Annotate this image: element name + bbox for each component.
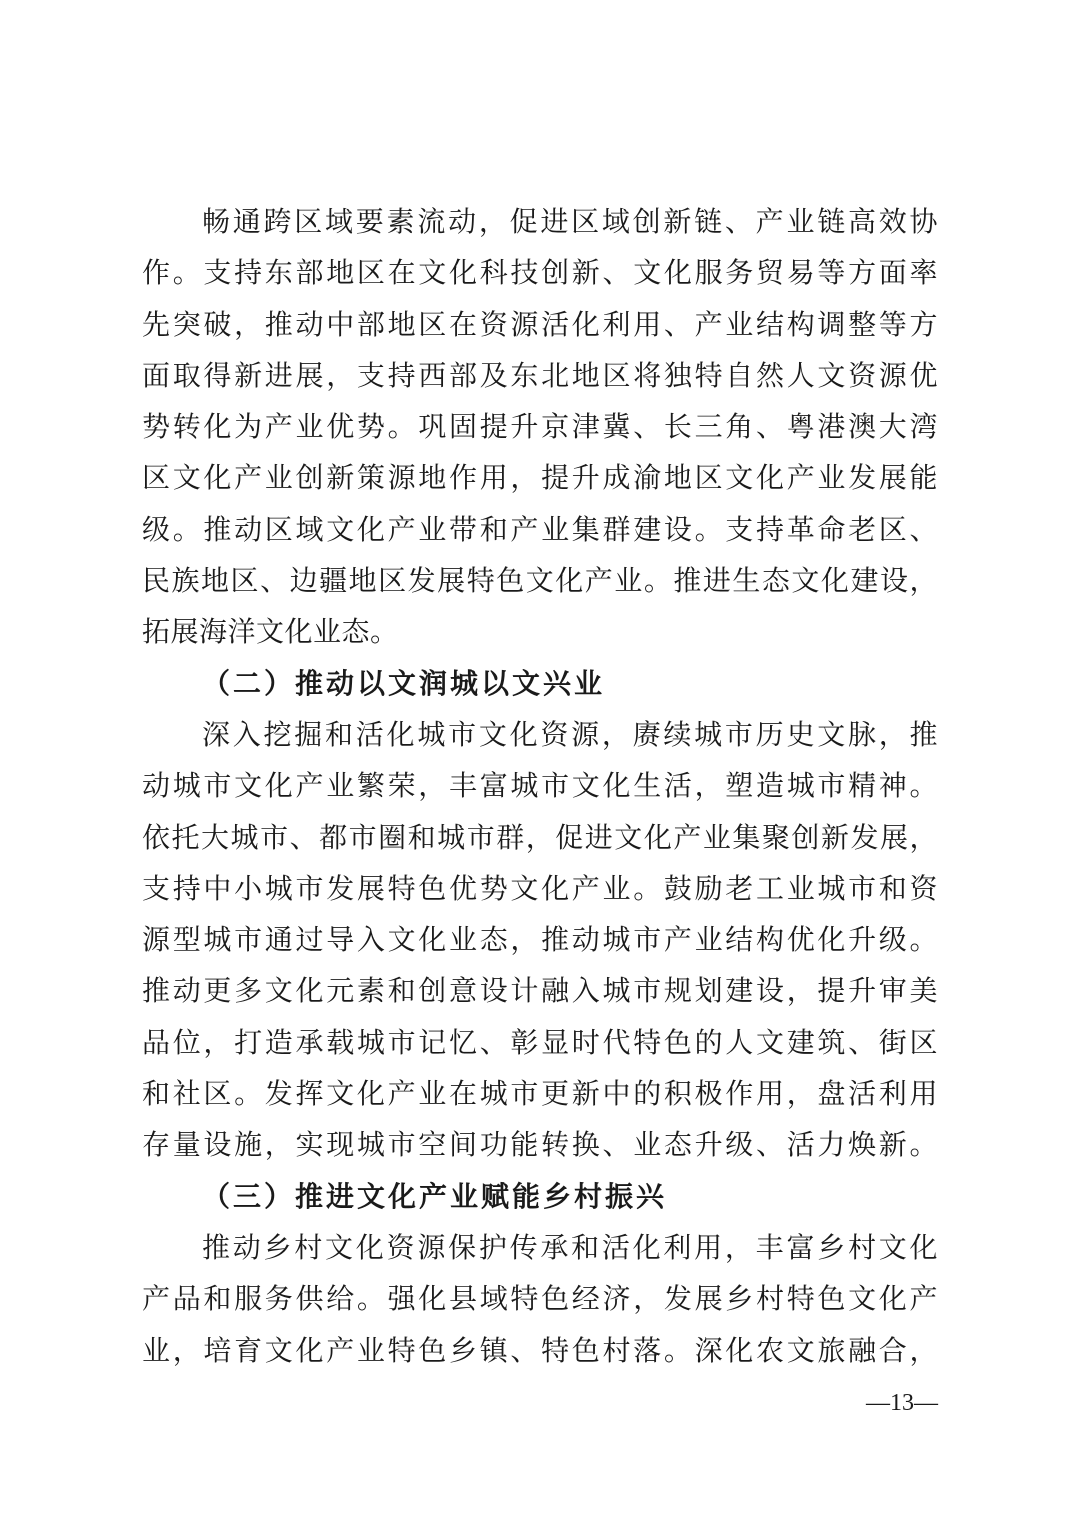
body-line: 依托大城市、都市圈和城市群，促进文化产业集聚创新发展， [142, 820, 938, 854]
body-line: 推动更多文化元素和创意设计融入城市规划建设，提升审美 [142, 974, 938, 1008]
body-line: 深入挖掘和活化城市文化资源，赓续城市历史文脉，推 [202, 717, 938, 751]
body-line: 动城市文化产业繁荣，丰富城市文化生活，塑造城市精神。 [142, 769, 938, 803]
body-line: 产品和服务供给。强化县域特色经济，发展乡村特色文化产 [142, 1282, 938, 1316]
body-line: 民族地区、边疆地区发展特色文化产业。推进生态文化建设， [142, 564, 938, 598]
section-heading: （二）推动以文润城以文兴业 [202, 666, 606, 700]
body-line: 品位，打造承载城市记忆、彰显时代特色的人文建筑、街区 [142, 1025, 938, 1059]
body-line: 级。推动区域文化产业带和产业集群建设。支持革命老区、 [142, 512, 938, 546]
body-line: 先突破，推动中部地区在资源活化利用、产业结构调整等方 [142, 307, 938, 341]
body-line: 源型城市通过导入文化业态，推动城市产业结构优化升级。 [142, 923, 938, 957]
body-line: 作。支持东部地区在文化科技创新、文化服务贸易等方面率 [142, 256, 938, 290]
body-line: 和社区。发挥文化产业在城市更新中的积极作用，盘活利用 [142, 1077, 938, 1111]
body-line: 业，培育文化产业特色乡镇、特色村落。深化农文旅融合， [142, 1333, 938, 1367]
body-line: 畅通跨区域要素流动，促进区域创新链、产业链高效协 [202, 205, 938, 238]
body-line: 拓展海洋文化业态。 [142, 615, 399, 649]
body-line: 势转化为产业优势。巩固提升京津冀、长三角、粤港澳大湾 [142, 410, 938, 444]
body-line: 推动乡村文化资源保护传承和活化利用，丰富乡村文化 [202, 1230, 938, 1264]
body-line: 面取得新进展，支持西部及东北地区将独特自然人文资源优 [142, 358, 938, 392]
body-line: 区文化产业创新策源地作用，提升成渝地区文化产业发展能 [142, 461, 938, 495]
section-heading: （三）推进文化产业赋能乡村振兴 [202, 1179, 668, 1213]
page-number: —13— [866, 1390, 938, 1416]
body-line: 存量设施，实现城市空间功能转换、业态升级、活力焕新。 [142, 1128, 938, 1162]
body-line: 支持中小城市发展特色优势文化产业。鼓励老工业城市和资 [142, 871, 938, 905]
document-body [142, 196, 938, 1376]
